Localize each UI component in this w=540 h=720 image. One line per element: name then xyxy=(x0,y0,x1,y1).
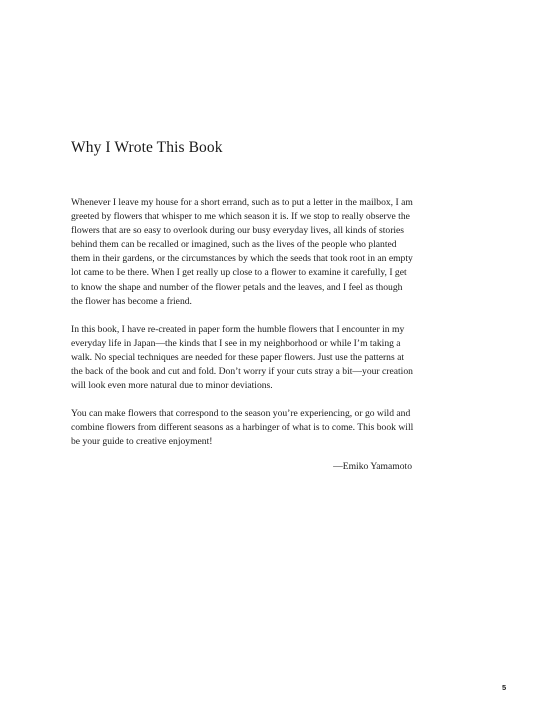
author-signature: —Emiko Yamamoto xyxy=(333,461,412,472)
page-title: Why I Wrote This Book xyxy=(71,139,223,156)
paragraph-2: In this book, I have re-created in paper form the humble flowers that I encounter in my everyday life in Japan—the kinds that I see in my neighborhood or while I’m taking a walk. No special techniques are needed for these paper flowers. Just use the patterns at the back of the book and cut and fold. Don’t worry if your cuts stray a bit—your creation will look even more natural due to minor deviations. xyxy=(71,323,413,392)
page-number: 5 xyxy=(502,683,507,692)
paragraph-1: Whenever I leave my house for a short errand, such as to put a letter in the mailbox, I am greeted by flowers that whisper to me which season it is. If we stop to really observe the flowers that are so easy to overlook during our busy everyday lives, all kinds of stories behind them can be recalled or imagined, such as the lives of the people who planted them in their gardens, or the circumstances by which the seeds that took root in an empty lot came to be there. When I get really up close to a flower to examine it carefully, I get to know the shape and number of the flower petals and the leaves, and I feel as though the flower has become a friend. xyxy=(71,197,413,307)
body-text xyxy=(71,196,416,464)
paragraph-3: You can make flowers that correspond to the season you’re experiencing, or go wild and combine flowers from different seasons as a harbinger of what is to come. This book will be your guide to creative enjoyment! xyxy=(71,408,414,448)
